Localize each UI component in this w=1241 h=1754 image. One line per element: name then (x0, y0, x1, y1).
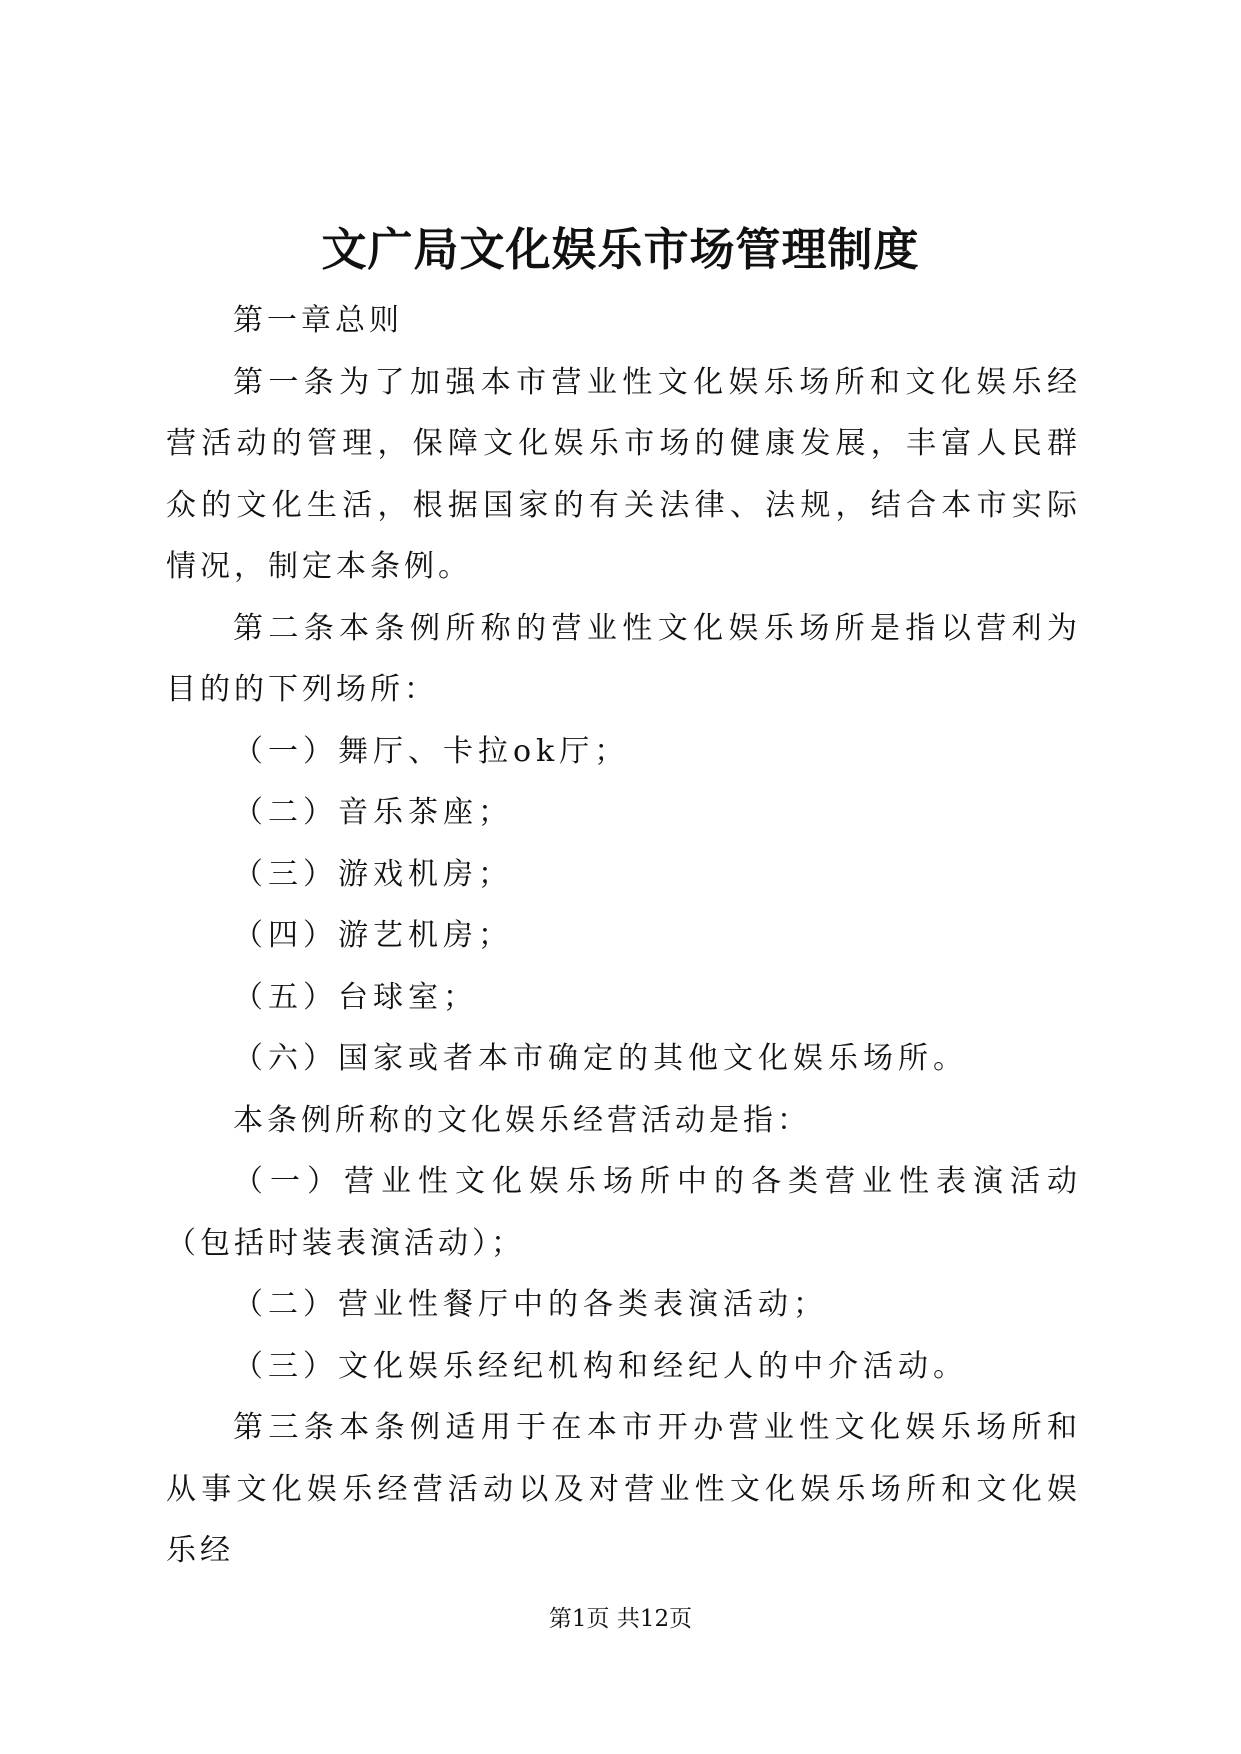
definition-paragraph: 本条例所称的文化娱乐经营活动是指： (233, 1102, 811, 1138)
page-footer: 第1页 共12页 (548, 1606, 693, 1632)
list-item: （六）国家或者本市确定的其他文化娱乐场所。 (233, 1041, 968, 1076)
list-item: （一）营业性文化娱乐场所中的各类营业性表演活动（包括时装表演活动）； (166, 1164, 1081, 1261)
list-item: （三）文化娱乐经纪机构和经纪人的中介活动。 (233, 1348, 968, 1384)
document-title: 文广局文化娱乐市场管理制度 (321, 223, 920, 276)
list-item: （三）游戏机房； (233, 856, 513, 892)
list-item: （五）台球室； (233, 979, 478, 1015)
article-3: 第三条本条例适用于在本市开办营业性文化娱乐场所和从事文化娱乐经营活动以及对营业性文化娱乐场所和文化娱乐经 (166, 1410, 1081, 1568)
article-1: 第一条为了加强本市营业性文化娱乐场所和文化娱乐经营活动的管理，保障文化娱乐市场的健康发展，丰富人民群众的文化生活，根据国家的有关法律、法规，结合本市实际情况，制定本条例。 (166, 364, 1081, 584)
article-2: 第二条本条例所称的营业性文化娱乐场所是指以营利为目的的下列场所： (166, 610, 1081, 707)
list-item: （一）舞厅、卡拉ok厅； (233, 733, 630, 769)
list-item: （二）音乐茶座； (233, 795, 513, 830)
document-body (166, 290, 1081, 1582)
list-item: （四）游艺机房； (233, 918, 513, 953)
list-item: （二）营业性餐厅中的各类表演活动； (233, 1287, 828, 1322)
chapter-heading: 第一章总则 (233, 303, 403, 338)
